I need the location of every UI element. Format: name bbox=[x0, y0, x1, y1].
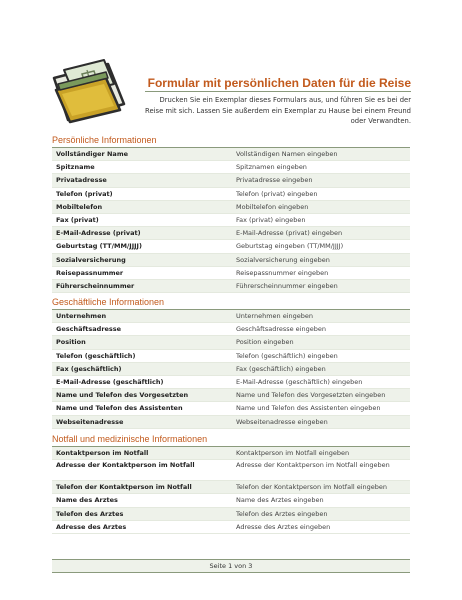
section-title: Notfall und medizinische Informationen bbox=[52, 434, 208, 444]
field-label: Geburtstag (TT/MM/JJJJ) bbox=[56, 242, 142, 251]
field-label: Vollständiger Name bbox=[56, 150, 129, 158]
table-row bbox=[52, 254, 410, 267]
field-label: Name des Arztes bbox=[56, 496, 118, 505]
field-label: Position bbox=[56, 338, 86, 347]
field-label: Kontaktperson im Notfall bbox=[56, 449, 149, 457]
section-title: Geschäftliche Informationen bbox=[52, 297, 165, 307]
field-label: Adresse der Kontaktperson im Notfall bbox=[56, 461, 195, 470]
table-row bbox=[52, 148, 410, 161]
table-row bbox=[52, 460, 410, 481]
field-value[interactable]: Geburtstag eingeben (TT/MM/JJJJ) bbox=[236, 242, 344, 251]
field-value[interactable]: Mobiltelefon eingeben bbox=[236, 202, 309, 211]
table-row bbox=[52, 240, 410, 253]
field-value[interactable]: Fax (privat) eingeben bbox=[236, 215, 306, 224]
table-row bbox=[52, 389, 410, 402]
field-label: Unternehmen bbox=[56, 312, 107, 320]
field-label: Geschäftsadresse bbox=[56, 325, 122, 334]
field-value[interactable]: Telefon (geschäftlich) eingeben bbox=[236, 351, 338, 360]
field-value[interactable]: Adresse des Arztes eingeben bbox=[236, 522, 331, 531]
table-row bbox=[52, 447, 410, 460]
table-row bbox=[52, 174, 410, 187]
field-label: Privatadresse bbox=[56, 176, 107, 185]
field-label: Name und Telefon des Assistenten bbox=[56, 404, 183, 413]
table-row bbox=[52, 214, 410, 227]
section-emergency bbox=[52, 432, 410, 534]
field-value[interactable]: Unternehmen eingeben bbox=[236, 312, 314, 320]
field-value[interactable]: Sozialversicherung eingeben bbox=[236, 255, 330, 264]
table-row bbox=[52, 376, 410, 389]
page-footer: Seite 1 von 3 bbox=[52, 559, 410, 573]
table-row bbox=[52, 508, 410, 521]
field-label: Spitzname bbox=[56, 163, 95, 172]
field-label: Fax (privat) bbox=[56, 215, 99, 224]
field-label: Name und Telefon des Vorgesetzten bbox=[56, 391, 189, 400]
field-label: E-Mail-Adresse (geschäftlich) bbox=[56, 377, 164, 386]
field-value[interactable]: E-Mail-Adresse (geschäftlich) eingeben bbox=[236, 377, 363, 386]
field-value[interactable]: Telefon (privat) eingeben bbox=[236, 189, 318, 198]
field-value[interactable]: Adresse der Kontaktperson im Notfall eingeben bbox=[236, 461, 390, 470]
table-row bbox=[52, 402, 410, 415]
form-table bbox=[52, 310, 410, 429]
intro-text: Drucken Sie ein Exemplar dieses Formulars aus, und führen Sie es bei der Reise mit sich. Lassen Sie außerdem ein Exemplar zu Hause bei einem Freund oder Verwandten. bbox=[145, 96, 411, 125]
field-label: Sozialversicherung bbox=[56, 255, 126, 264]
table-row bbox=[52, 267, 410, 280]
table-row bbox=[52, 521, 410, 534]
title-divider bbox=[145, 91, 411, 92]
table-row bbox=[52, 201, 410, 214]
table-row bbox=[52, 280, 410, 293]
table-row bbox=[52, 323, 410, 336]
form-table bbox=[52, 447, 410, 534]
table-row bbox=[52, 188, 410, 201]
field-value[interactable]: Position eingeben bbox=[236, 338, 294, 347]
field-value[interactable]: Spitznamen eingeben bbox=[236, 163, 307, 172]
field-label: Fax (geschäftlich) bbox=[56, 364, 122, 373]
field-label: Adresse des Arztes bbox=[56, 522, 127, 531]
field-value[interactable]: Name und Telefon des Assistenten eingeben bbox=[236, 404, 381, 413]
section-personal bbox=[52, 133, 410, 293]
table-row bbox=[52, 227, 410, 240]
field-label: Reisepassnummer bbox=[56, 268, 124, 277]
field-label: Mobiltelefon bbox=[56, 202, 103, 211]
field-value[interactable]: Fax (geschäftlich) eingeben bbox=[236, 364, 326, 373]
table-row bbox=[52, 494, 410, 507]
wallet-money-icon bbox=[44, 56, 132, 126]
field-value[interactable]: Reisepassnummer eingeben bbox=[236, 268, 329, 277]
field-label: Telefon (geschäftlich) bbox=[56, 351, 136, 360]
field-value[interactable]: E-Mail-Adresse (privat) eingeben bbox=[236, 229, 343, 238]
table-row bbox=[52, 416, 410, 429]
field-label: Führerscheinnummer bbox=[56, 281, 135, 290]
field-value[interactable]: Geschäftsadresse eingeben bbox=[236, 325, 326, 334]
field-value[interactable]: Privatadresse eingeben bbox=[236, 176, 313, 185]
section-business bbox=[52, 295, 410, 429]
field-label: E-Mail-Adresse (privat) bbox=[56, 229, 141, 238]
table-row bbox=[52, 350, 410, 363]
field-label: Telefon der Kontaktperson im Notfall bbox=[56, 483, 192, 492]
field-label: Telefon des Arztes bbox=[56, 509, 124, 518]
table-row bbox=[52, 336, 410, 349]
field-value[interactable]: Webseitenadresse eingeben bbox=[236, 417, 328, 426]
field-label: Webseitenadresse bbox=[56, 417, 124, 426]
field-value[interactable]: Telefon des Arztes eingeben bbox=[236, 509, 328, 518]
table-row bbox=[52, 310, 410, 323]
field-label: Telefon (privat) bbox=[56, 189, 113, 198]
field-value[interactable]: Kontaktperson im Notfall eingeben bbox=[236, 449, 350, 457]
field-value[interactable]: Führerscheinnummer eingeben bbox=[236, 281, 338, 290]
table-row bbox=[52, 161, 410, 174]
page-title: Formular mit persönlichen Daten für die Reise bbox=[147, 76, 411, 90]
section-title: Persönliche Informationen bbox=[52, 135, 157, 145]
field-value[interactable]: Name und Telefon des Vorgesetzten eingeben bbox=[236, 391, 386, 400]
field-value[interactable]: Vollständigen Namen eingeben bbox=[236, 150, 338, 158]
field-value[interactable]: Telefon der Kontaktperson im Notfall eingeben bbox=[236, 483, 388, 492]
table-row bbox=[52, 481, 410, 494]
form-table bbox=[52, 148, 410, 293]
field-value[interactable]: Name des Arztes eingeben bbox=[236, 496, 324, 505]
table-row bbox=[52, 363, 410, 376]
